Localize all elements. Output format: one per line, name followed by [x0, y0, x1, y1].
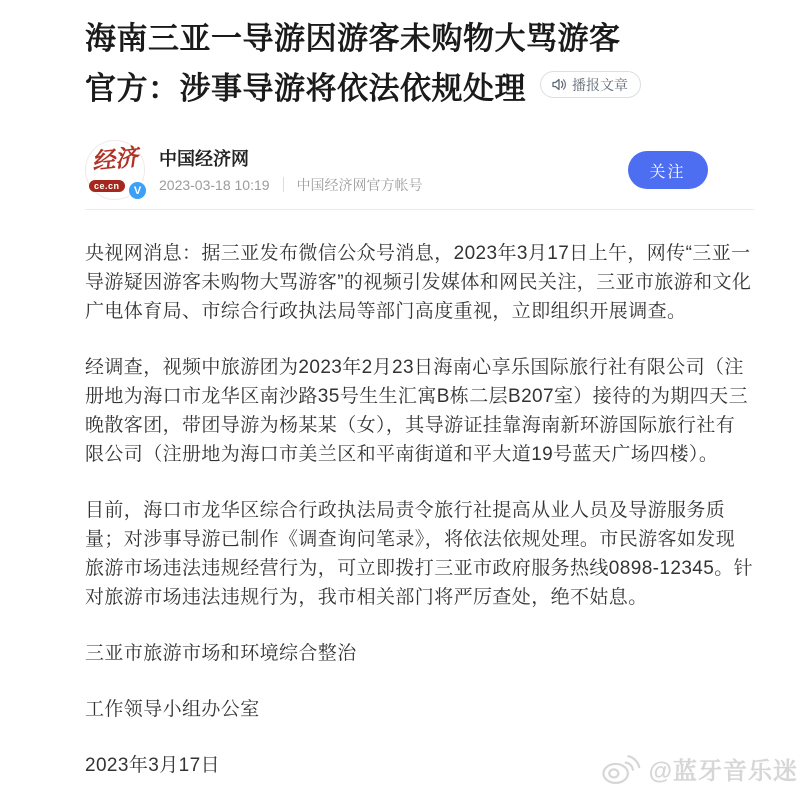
- author-header: [85, 140, 754, 200]
- meta-divider: [283, 177, 284, 192]
- follow-button[interactable]: 关注: [628, 151, 708, 189]
- article-paragraph: 央视网消息：据三亚发布微信公众号消息，2023年3月17日上午，网传“三亚一导游疑因游客未购物大骂游客”的视频引发媒体和网民关注，三亚市旅游和文化广电体育局、市综合行政执法局等部门高度重视，立即组织开展调查。: [85, 243, 752, 322]
- tts-button-label: 播报文章: [572, 76, 628, 93]
- official-account-label: 中国经济网官方帐号: [296, 176, 423, 193]
- article-body: [85, 210, 754, 780]
- title-line-1: 海南三亚一导游因游客未购物大骂游客: [85, 21, 621, 56]
- publisher-avatar[interactable]: [85, 140, 145, 200]
- publish-meta: [159, 176, 423, 194]
- article-paragraph: 2023年3月17日: [85, 755, 220, 776]
- article-paragraph: 经调查，视频中旅游团为2023年2月23日海南心享乐国际旅行社有限公司（注册地为海口市龙华区南沙路35号生生汇寓B栋二层B207室）接待的为期四天三晚散客团，带团导游为杨某某（女），其导游证挂靠海南新环游国际旅行社有限公司（注册地为海口市美兰区和平南街道和平大道19号蓝天广场四楼）。: [85, 357, 748, 465]
- publisher-logo-calligraphy: 经济: [90, 143, 140, 176]
- publisher-logo-domain: ce.cn: [89, 180, 125, 192]
- title-line-2: 官方：涉事导游将依法依规处理: [85, 71, 526, 106]
- article-paragraph: 三亚市旅游市场和环境综合整治: [85, 643, 357, 664]
- speaker-icon: [551, 77, 567, 92]
- publish-date: 2023-03-18 10:19: [159, 176, 270, 193]
- article-paragraph: 工作领导小组办公室: [85, 699, 260, 720]
- page-title: [85, 0, 754, 114]
- tts-broadcast-button[interactable]: [540, 71, 641, 98]
- watermark-text: @蓝牙音乐迷: [648, 757, 798, 785]
- verified-badge-icon: V: [127, 180, 148, 201]
- author-info: [159, 147, 423, 194]
- publisher-name[interactable]: 中国经济网: [159, 148, 249, 169]
- article-paragraph: 目前，海口市龙华区综合行政执法局责令旅行社提高从业人员及导游服务质量；对涉事导游已制作《调查询问笔录》，将依法依规处理。市民游客如发现旅游市场违法违规经营行为，可立即拨打三亚市政府服务热线0898-12345。针对旅游市场违法违规行为，我市相关部门将严厉查处，绝不姑息。: [85, 500, 754, 608]
